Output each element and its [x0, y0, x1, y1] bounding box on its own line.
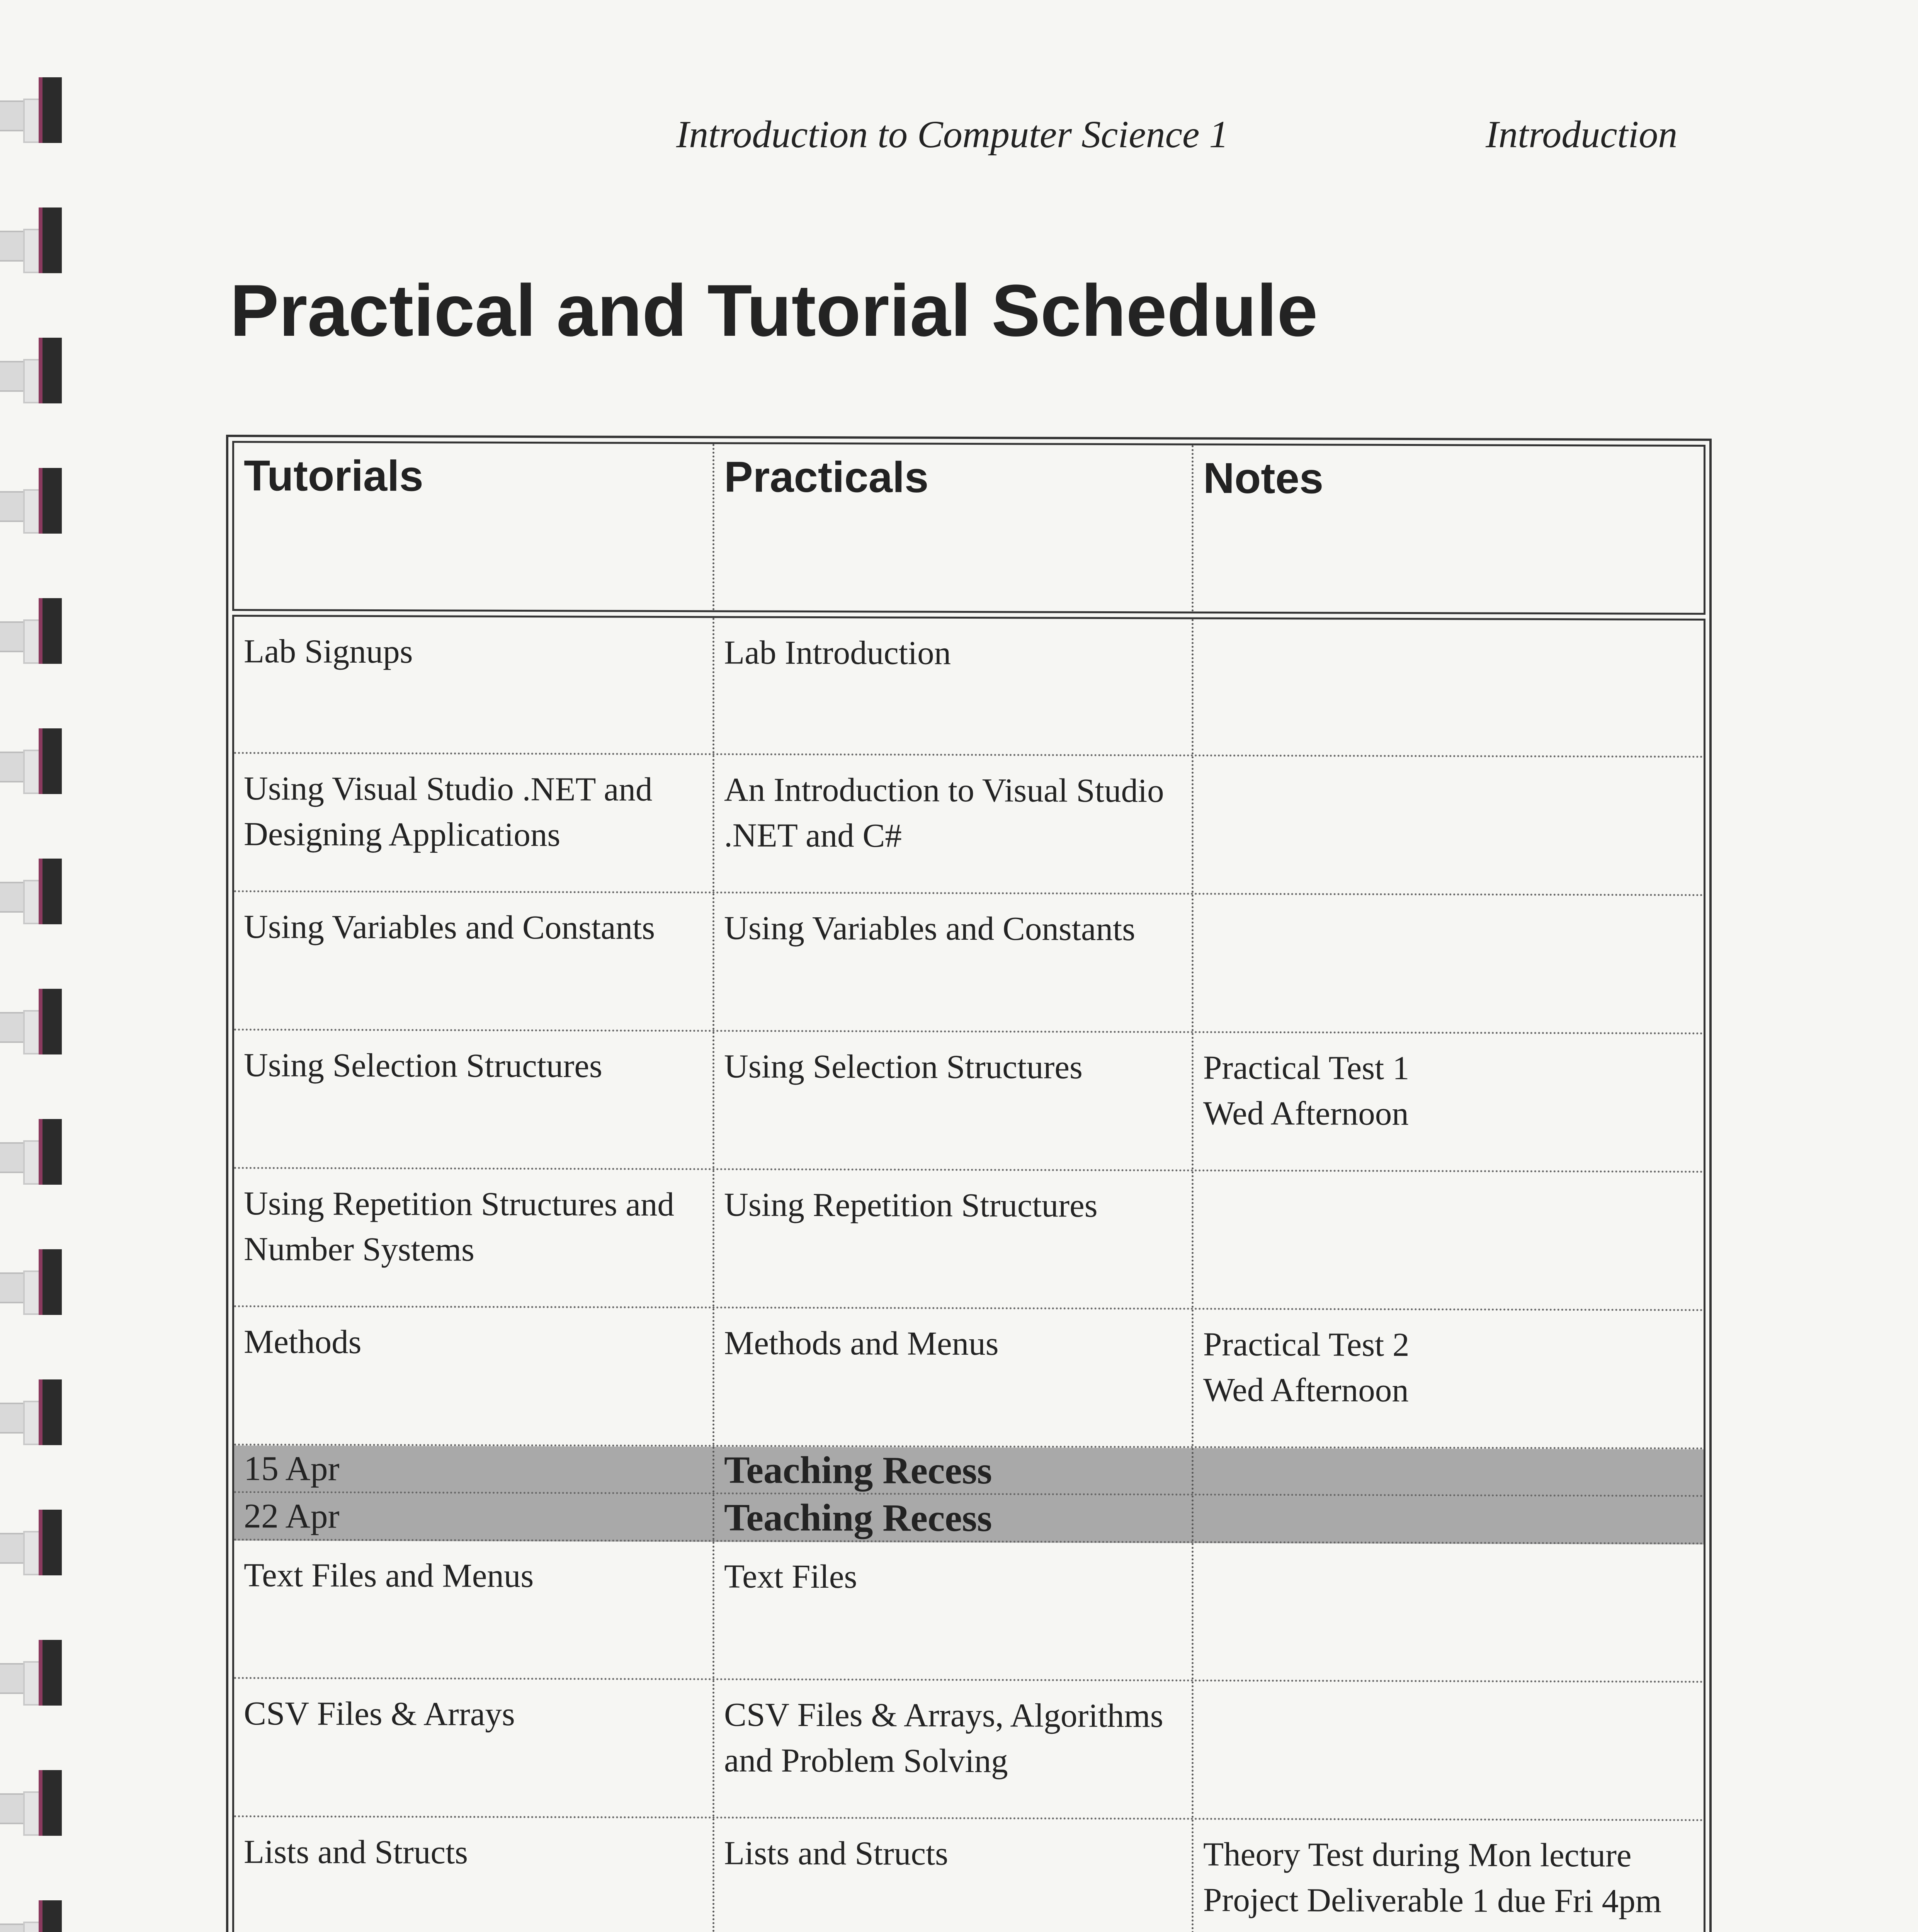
cell-notes	[1194, 757, 1704, 894]
cell-notes	[1194, 1448, 1704, 1495]
table-row	[234, 1493, 1704, 1544]
cell-tutorial: Methods	[244, 1323, 362, 1361]
cell-practical: Using Selection Structures	[724, 1047, 1083, 1086]
cell-tutorial: 22 Apr	[244, 1497, 340, 1536]
cell-practical: Using Variables and Constants	[724, 909, 1136, 948]
cell-tutorial: Lab Signups	[244, 632, 413, 670]
table-row	[234, 754, 1704, 896]
cell-tutorial: Using Repetition Structures and Number Systems	[244, 1184, 674, 1268]
binding-ring	[0, 728, 68, 794]
cell-practical: Using Repetition Structures	[724, 1185, 1098, 1224]
binding-ring	[0, 1379, 68, 1445]
column-header-notes: Notes	[1203, 454, 1324, 503]
cell-tutorial: Using Visual Studio .NET and Designing Applications	[244, 769, 653, 854]
table-row	[234, 892, 1704, 1034]
column-header-practicals: Practicals	[724, 452, 929, 502]
binding-ring	[0, 859, 68, 924]
binding-ring	[0, 338, 68, 403]
cell-practical: An Introduction to Visual Studio .NET and C#	[724, 770, 1164, 854]
table-header-row	[232, 441, 1705, 615]
cell-practical: Lab Introduction	[724, 633, 951, 672]
cell-practical: Methods and Menus	[724, 1324, 999, 1362]
table-row	[234, 1031, 1704, 1173]
cell-practical: Lists and Structs	[724, 1834, 948, 1872]
cell-practical: Teaching Recess	[724, 1496, 992, 1540]
table-row	[234, 1446, 1704, 1497]
running-header-section: Introduction	[1486, 113, 1678, 156]
binding-ring	[0, 468, 68, 534]
cell-notes: Practical Test 2 Wed Afternoon	[1203, 1325, 1410, 1409]
cell-tutorial: Lists and Structs	[244, 1833, 468, 1871]
cell-tutorial: Text Files and Menus	[244, 1556, 534, 1595]
cell-notes: Theory Test during Mon lecture Project Deliverable 1 due Fri 4pm	[1203, 1835, 1662, 1920]
table-row	[234, 1169, 1704, 1311]
cell-notes	[1194, 895, 1704, 1032]
column-header-tutorials: Tutorials	[244, 451, 423, 500]
binding-ring	[0, 1900, 68, 1932]
table-body	[232, 615, 1705, 1932]
cell-notes: Practical Test 1 Wed Afternoon	[1203, 1048, 1410, 1133]
cell-tutorial: Using Selection Structures	[244, 1046, 602, 1085]
cell-notes	[1194, 619, 1704, 756]
cell-practical: Text Files	[724, 1557, 857, 1595]
cell-notes	[1194, 1543, 1704, 1681]
binding-ring	[0, 1249, 68, 1315]
schedule-table	[226, 435, 1712, 1932]
table-row	[234, 617, 1704, 758]
cell-notes	[1194, 1496, 1704, 1543]
binding-ring	[0, 598, 68, 664]
cell-practical: Teaching Recess	[724, 1448, 992, 1492]
cell-tutorial: Using Variables and Constants	[244, 908, 655, 946]
table-row	[234, 1817, 1704, 1932]
binding-ring	[0, 77, 68, 143]
running-header-course: Introduction to Computer Science 1	[676, 113, 1229, 156]
binding-ring	[0, 207, 68, 273]
cell-tutorial: CSV Files & Arrays	[244, 1694, 515, 1733]
cell-notes	[1194, 1172, 1704, 1309]
cell-practical: CSV Files & Arrays, Algorithms and Problem Solving	[724, 1696, 1163, 1780]
cell-tutorial: 15 Apr	[244, 1449, 340, 1488]
spiral-binding	[0, 0, 73, 1932]
binding-ring	[0, 1770, 68, 1836]
table-row	[234, 1541, 1704, 1683]
table-row	[234, 1679, 1704, 1821]
binding-ring	[0, 989, 68, 1054]
binding-ring	[0, 1119, 68, 1185]
binding-ring	[0, 1510, 68, 1575]
binding-ring	[0, 1640, 68, 1706]
page-title: Practical and Tutorial Schedule	[230, 270, 1318, 352]
table-row	[234, 1307, 1704, 1449]
cell-notes	[1194, 1682, 1704, 1819]
